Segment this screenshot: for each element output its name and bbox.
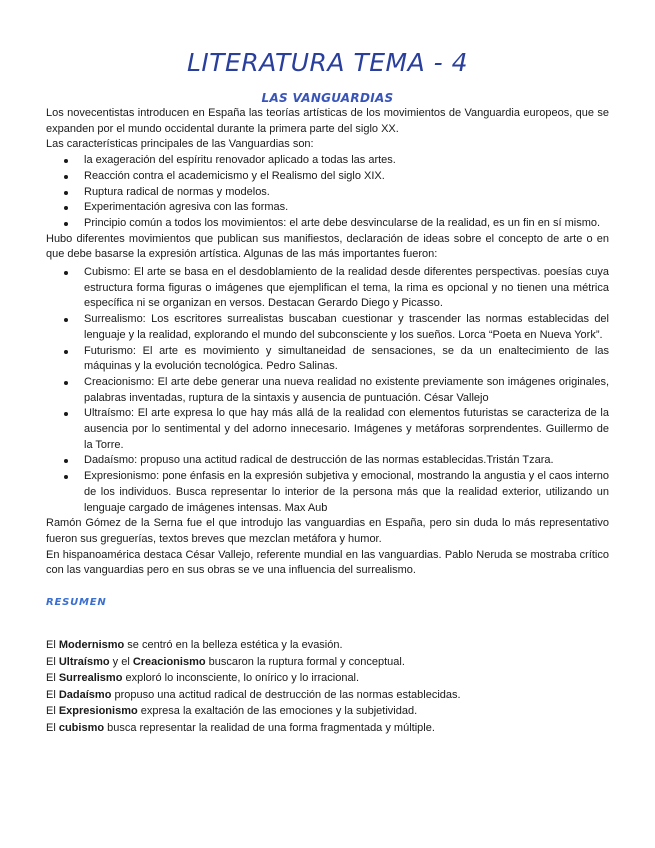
list-item: Reacción contra el academicismo y el Realismo del siglo XIX.: [84, 169, 609, 185]
ramon-paragraph: Ramón Gómez de la Serna fue el que introdujo las vanguardias en España, pero sin duda lo más representativo fueron sus greguerías, textos breves que mezclan metáfora y humor.: [46, 517, 609, 545]
movement-expresionismo: Expresionismo: pone énfasis en la expresión subjetiva y emocional, mostrando la angustia y el caos interno de los individuos. Busca representar lo interior de la persona más que la realidad exterior, utilizando un lenguaje cargado de imágenes intensas. Max Aub: [84, 469, 609, 516]
summary-list: [46, 637, 609, 736]
list-item: la exageración del espíritu renovador aplicado a todas las artes.: [84, 153, 609, 169]
summary-line: El cubismo busca representar la realidad de una forma fragmentada y múltiple.: [46, 721, 435, 734]
summary-line: El Modernismo se centró en la belleza estética y la evasión.: [46, 639, 343, 652]
summary-line: El Surrealismo exploró lo inconsciente, lo onírico y lo irracional.: [46, 672, 360, 685]
characteristics-list: [46, 153, 609, 232]
hispanoamerica-paragraph: En hispanoamérica destaca César Vallejo, referente mundial en las vanguardias. Pablo Neruda se mostraba crítico con las vanguardias pero en sus obras se ve una influencia del surrealismo.: [46, 548, 609, 577]
movements-list: [46, 263, 609, 516]
summary-heading: RESUMEN: [46, 597, 107, 609]
summary-line: El Ultraísmo y el Creacionismo buscaron la ruptura formal y conceptual.: [46, 655, 405, 668]
movements-intro: Hubo diferentes movimientos que publican sus manifiestos, declaración de ideas sobre el concepto de arte o en que debe basarse la expresión artística. Algunas de las más importantes fueron:: [46, 232, 609, 261]
characteristics-heading: Las características principales de las Vanguardias son:: [46, 138, 314, 151]
movement-creacionismo: Creacionismo: El arte debe generar una nueva realidad no existente previamente son imágenes originales, palabras inventadas, ruptura de la sintaxis y ausencia de puntuación. César Vallejo: [84, 375, 609, 406]
list-item: Experimentación agresiva con las formas.: [84, 200, 609, 216]
list-item: Principio común a todos los movimientos: el arte debe desvincularse de la realidad, es un fin en sí mismo.: [84, 216, 609, 232]
page-title: LITERATURA TEMA - 4: [186, 48, 469, 77]
summary-line: El Expresionismo expresa la exaltación de las emociones y la subjetividad.: [46, 705, 418, 718]
movement-ultraismo: Ultraísmo: El arte expresa lo que hay más allá de la realidad con elementos futuristas se caracteriza de la ausencia por lo sentimental y del adorno innecesario. Imágenes y metáforas sorprendentes. Guillermo de la Torre.: [84, 406, 609, 453]
movement-surrealismo: Surrealismo: Los escritores surrealistas buscaban cuestionar y trascender las normas establecidas del lenguaje y la realidad, explorando el mundo del subconsciente y los sueños. Lorca “Poeta en Nueva York”.: [84, 312, 609, 343]
intro-paragraph: Los novecentistas introducen en España las teorías artísticas de los movimientos de Vanguardia europeos, que se expanden por el mundo occidental durante la primera parte del siglo XX.: [46, 107, 609, 135]
summary-line: El Dadaísmo propuso una actitud radical de destrucción de las normas establecidas.: [46, 688, 461, 701]
movement-futurismo: Futurismo: El arte es movimiento y simultaneidad de sensaciones, se da un enaltecimiento de las máquinas y la evolución tecnológica. Pedro Salinas.: [84, 344, 609, 375]
movement-cubismo: Cubismo: El arte se basa en el desdoblamiento de la realidad desde diferentes perspectivas. poesías cuya estructura forma figuras o imágenes que ejemplifican el tema, la rima es opcional y no tienen una métrica específica ni se organizan en versos. Destacan Gerardo Diego y Picasso.: [84, 265, 609, 312]
movement-dadaismo: Dadaísmo: propuso una actitud radical de destrucción de las normas establecidas.Tristán Tzara.: [84, 453, 609, 469]
section-subtitle: LAS VANGUARDIAS: [261, 91, 394, 105]
list-item: Ruptura radical de normas y modelos.: [84, 185, 609, 201]
